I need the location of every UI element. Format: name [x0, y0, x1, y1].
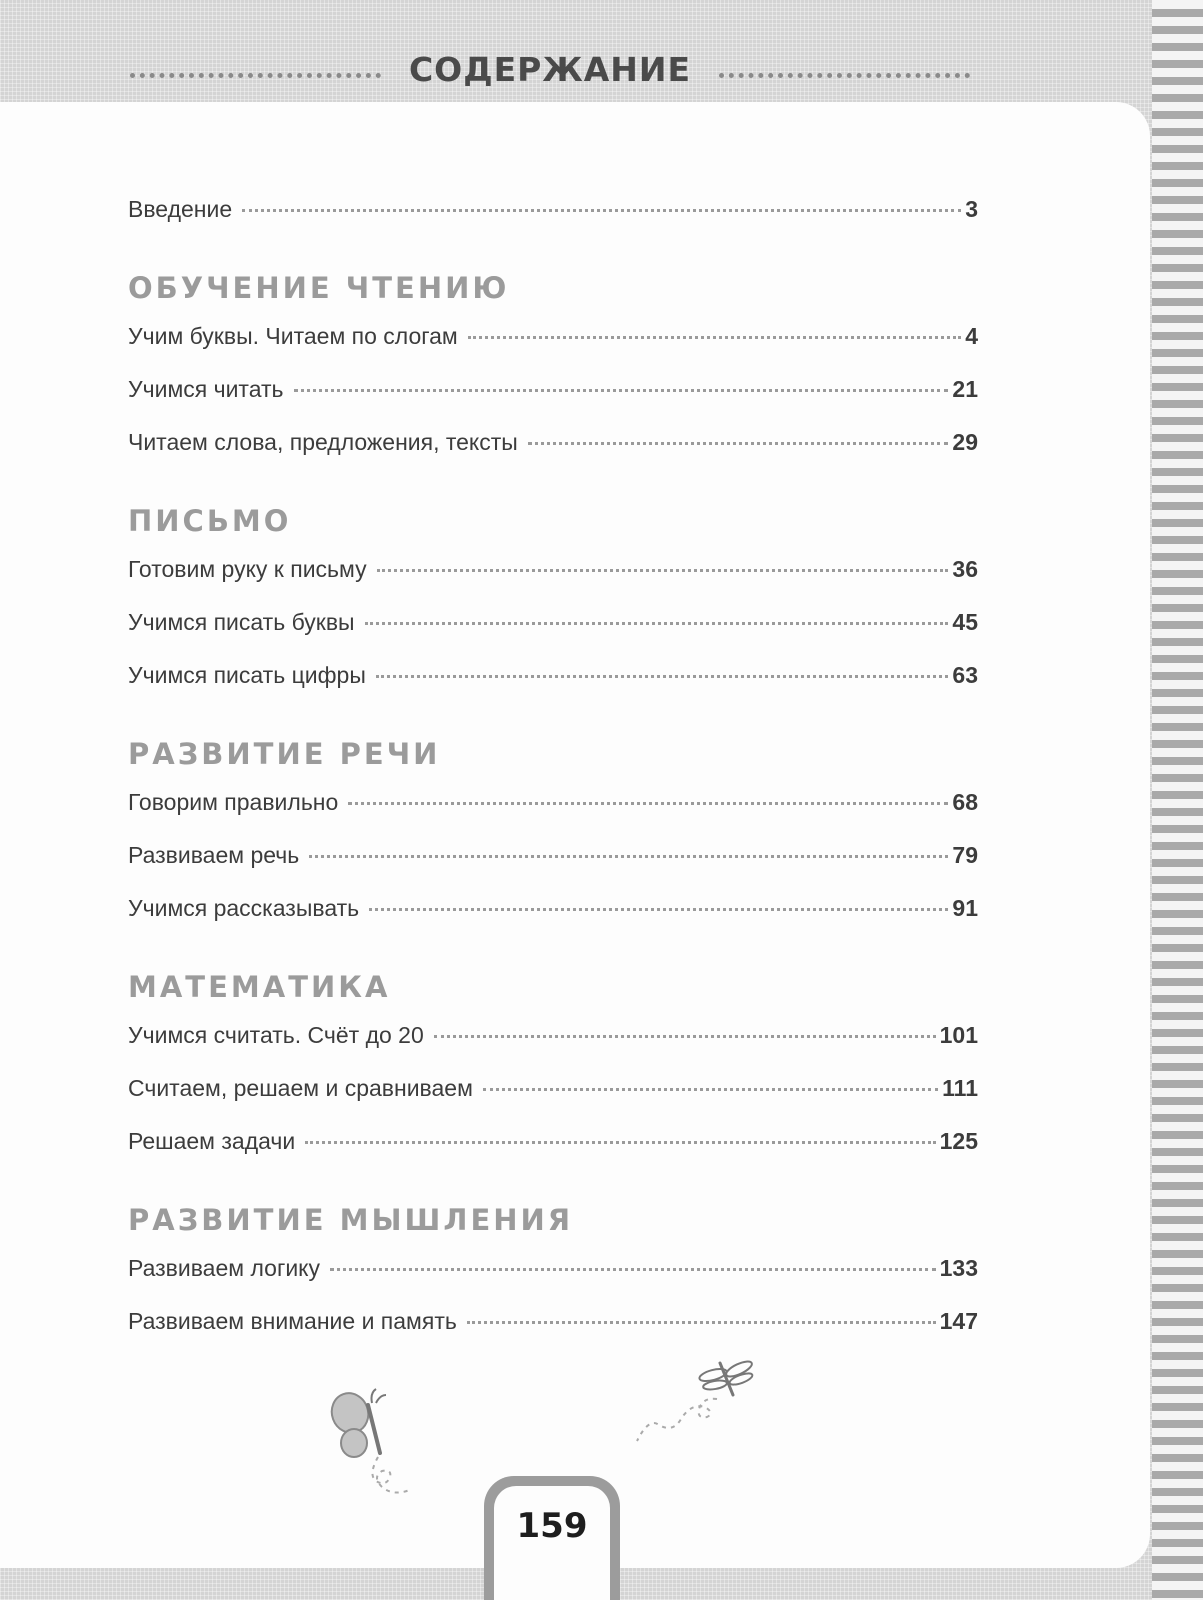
- page-header: [130, 44, 970, 94]
- toc-entry-label: Считаем, решаем и сравниваем: [128, 1075, 473, 1101]
- dot-leader: [309, 855, 948, 858]
- toc-entry-label: Учимся писать буквы: [128, 609, 355, 635]
- toc-entry-label: Решаем задачи: [128, 1128, 296, 1154]
- page-title: СОДЕРЖАНИЕ: [408, 49, 692, 89]
- toc-entry-label: Развиваем внимание и память: [128, 1308, 457, 1334]
- toc-entry-label: Учимся читать: [128, 376, 284, 402]
- dot-leader: [468, 336, 961, 339]
- toc-entry[interactable]: [128, 1128, 978, 1181]
- dot-leader: [365, 622, 949, 625]
- toc-entry[interactable]: [128, 662, 978, 715]
- toc-entry-label: Учимся писать цифры: [128, 662, 366, 688]
- toc-entry-label: Готовим руку к письму: [128, 556, 367, 582]
- toc-entry[interactable]: [128, 429, 978, 482]
- toc-entry-page: 4: [965, 323, 978, 349]
- dot-leader: [348, 802, 948, 805]
- toc-entry-label: Читаем слова, предложения, тексты: [128, 429, 518, 455]
- dot-leader: [377, 569, 949, 572]
- toc-entry-label: Введение: [128, 196, 233, 222]
- toc-entry-page: 68: [952, 789, 978, 815]
- toc-entry-label: Учимся рассказывать: [128, 895, 360, 921]
- section-heading: ОБУЧЕНИЕ ЧТЕНИЮ: [128, 271, 510, 305]
- toc-entry-page: 133: [939, 1255, 978, 1281]
- toc-entry-page: 111: [942, 1075, 978, 1101]
- section-heading: РАЗВИТИЕ МЫШЛЕНИЯ: [128, 1203, 574, 1237]
- toc-entry-page: 101: [939, 1022, 978, 1048]
- toc-entry-label: Учим буквы. Читаем по слогам: [128, 323, 458, 349]
- striped-border: [1152, 0, 1203, 1600]
- toc-entry[interactable]: [128, 1075, 978, 1128]
- toc-entry-page: 21: [952, 376, 978, 402]
- section-heading: ПИСЬМО: [128, 504, 292, 538]
- toc-entry[interactable]: [128, 789, 978, 842]
- section-heading: МАТЕМАТИКА: [128, 970, 391, 1004]
- toc-entry-page: 125: [939, 1128, 978, 1154]
- dot-leader: [483, 1088, 938, 1091]
- toc-entry-page: 45: [952, 609, 978, 635]
- toc-entry-label: Развиваем речь: [128, 842, 300, 868]
- section-heading: РАЗВИТИЕ РЕЧИ: [128, 737, 441, 771]
- toc-entry[interactable]: [128, 376, 978, 429]
- dot-leader: [376, 675, 949, 678]
- toc-entry[interactable]: [128, 556, 978, 609]
- toc-entry-label: Говорим правильно: [128, 789, 339, 815]
- dot-leader: [467, 1321, 936, 1324]
- table-of-contents: [128, 196, 978, 1361]
- dot-leader: [242, 209, 961, 212]
- page-number-tab: [484, 1476, 620, 1600]
- butterfly-icon: [320, 1385, 480, 1525]
- toc-entry[interactable]: [128, 609, 978, 662]
- dot-leader: [434, 1035, 936, 1038]
- page-number: 159: [516, 1506, 588, 1546]
- toc-entry[interactable]: [128, 1255, 978, 1308]
- toc-entry[interactable]: [128, 842, 978, 895]
- toc-entry[interactable]: [128, 895, 978, 948]
- dot-leader: [305, 1141, 935, 1144]
- dot-leader: [330, 1268, 936, 1271]
- dot-leader: [528, 442, 949, 445]
- dragonfly-icon: [605, 1355, 765, 1465]
- toc-entry-label: Учимся считать. Счёт до 20: [128, 1022, 424, 1048]
- dot-leader: [369, 908, 948, 911]
- toc-entry-page: 147: [939, 1308, 978, 1334]
- toc-entry[interactable]: [128, 1022, 978, 1075]
- toc-entry-page: 63: [952, 662, 978, 688]
- toc-entry-intro[interactable]: [128, 196, 978, 249]
- header-dots-left: [130, 73, 381, 78]
- toc-entry-page: 36: [952, 556, 978, 582]
- dot-leader: [294, 389, 949, 392]
- toc-entry[interactable]: [128, 1308, 978, 1361]
- toc-entry-label: Развиваем логику: [128, 1255, 320, 1281]
- toc-entry-page: 91: [952, 895, 978, 921]
- toc-entry[interactable]: [128, 323, 978, 376]
- toc-entry-page: 79: [952, 842, 978, 868]
- header-dots-right: [719, 73, 970, 78]
- toc-entry-page: 29: [952, 429, 978, 455]
- toc-entry-page: 3: [965, 196, 978, 222]
